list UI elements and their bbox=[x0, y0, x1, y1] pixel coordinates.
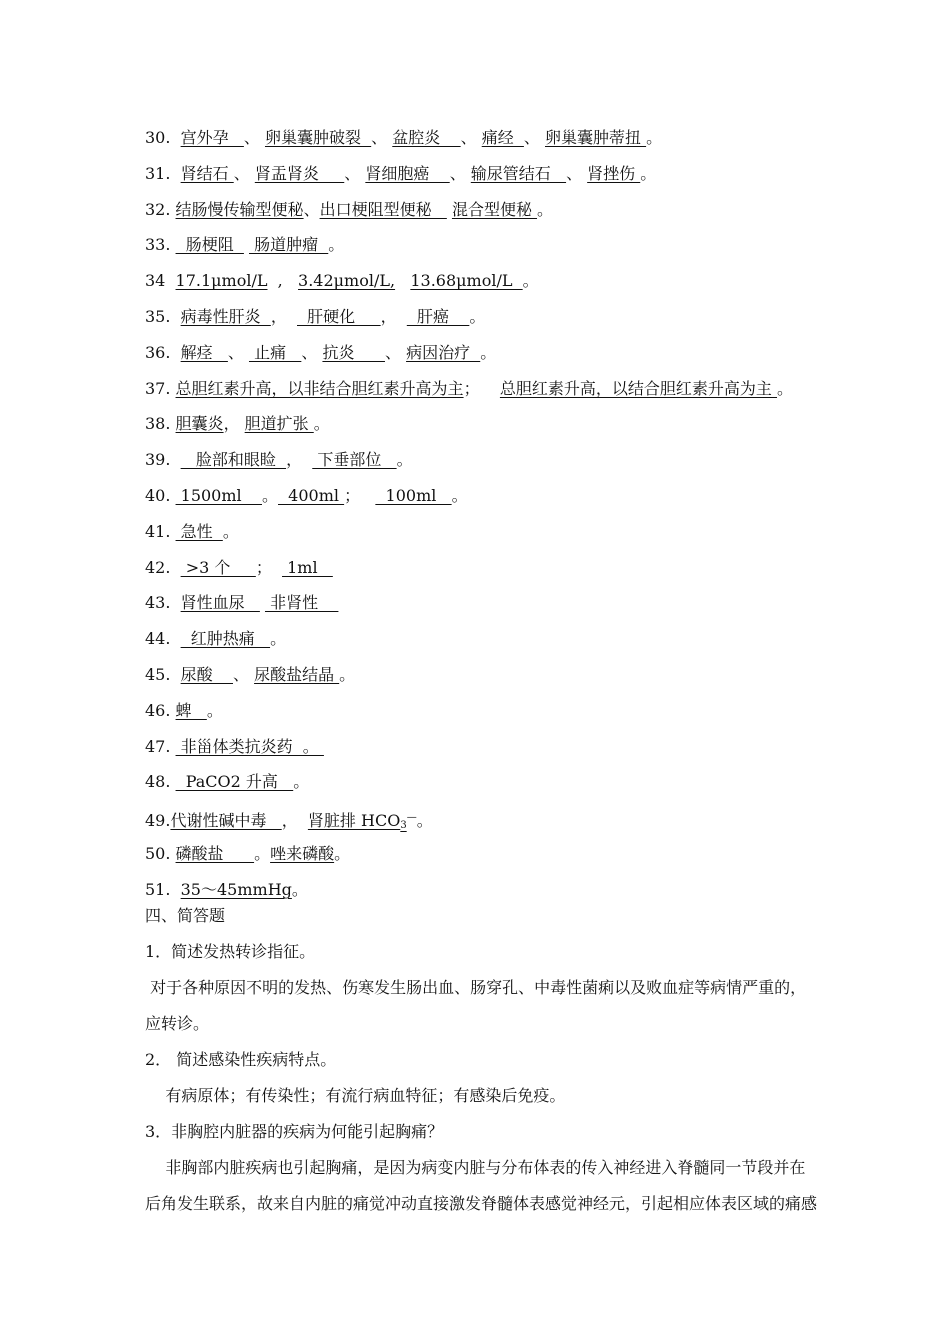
answer-blank: 病因治疗 bbox=[406, 343, 481, 362]
answer-blank: 100ml bbox=[375, 486, 452, 505]
answer-line bbox=[145, 808, 433, 836]
answer-text: 、 bbox=[344, 164, 366, 183]
answer-text: 。 bbox=[334, 844, 351, 863]
answer-blank: 肾细胞癌 bbox=[365, 164, 450, 183]
answer-line bbox=[145, 844, 350, 864]
answer-number: 33. bbox=[145, 235, 171, 254]
answer-1-line-1: 对于各种原因不明的发热、伤寒发生肠出血、肠穿孔、中毒性菌痢以及败血症等病情严重的， bbox=[145, 978, 807, 997]
answer-blank: 肝硬化 bbox=[297, 307, 381, 326]
answer-line bbox=[145, 343, 496, 363]
answer-text bbox=[170, 450, 180, 469]
answer-blank: 肾挫伤 bbox=[587, 164, 641, 183]
answer-blank: 肾结石 bbox=[180, 164, 234, 183]
answer-text bbox=[170, 307, 180, 326]
question-2: 2． 简述感染性疾病特点。 bbox=[145, 1050, 337, 1069]
answer-text: ， bbox=[286, 450, 313, 469]
answer-number: 40. bbox=[145, 486, 171, 505]
answer-text bbox=[395, 271, 410, 290]
answer-blank: 肾脏排 HCO bbox=[307, 811, 401, 830]
answer-blank: 肾盂肾炎 bbox=[254, 164, 345, 183]
answer-blank: 3.42μmol/L, bbox=[298, 271, 396, 290]
answer-line bbox=[145, 235, 344, 255]
answer-number: 39. bbox=[145, 450, 171, 469]
answer-text: 。 bbox=[339, 665, 356, 684]
answer-line bbox=[145, 629, 286, 649]
answer-text: 、 bbox=[566, 164, 588, 183]
answer-blank: 胆囊炎 bbox=[175, 414, 224, 433]
answer-line bbox=[145, 593, 338, 613]
answer-text: 。 bbox=[646, 128, 663, 147]
answer-text: 。 bbox=[313, 414, 330, 433]
answer-number: 31. bbox=[145, 164, 171, 183]
answer-blank: 胆道扩张 bbox=[244, 414, 314, 433]
answer-blank: 400ml bbox=[278, 486, 345, 505]
answer-number: 32. bbox=[145, 200, 171, 219]
answer-blank: 宫外孕 bbox=[180, 128, 244, 147]
answer-text bbox=[170, 164, 180, 183]
answer-blank: 总胆红素升高，以非结合胆红素升高为主 bbox=[175, 379, 464, 398]
answer-text: 。 bbox=[522, 271, 539, 290]
answer-3-line-1: 非胸部内脏疾病也引起胸痛，是因为病变内脏与分布体表的传入神经进入脊髓同一节段并在 bbox=[145, 1158, 806, 1177]
answer-blank: 结肠慢传输型便秘 bbox=[175, 200, 304, 219]
answer-blank: 解痉 bbox=[180, 343, 228, 362]
answer-line bbox=[145, 701, 223, 721]
answer-blank: >3 个 bbox=[180, 558, 256, 577]
answer-number: 35. bbox=[145, 307, 171, 326]
answer-line bbox=[145, 558, 333, 578]
answer-line bbox=[145, 665, 355, 685]
answer-blank: 混合型便秘 bbox=[451, 200, 538, 219]
answer-number: 47. bbox=[145, 737, 171, 756]
answer-number: 36. bbox=[145, 343, 171, 362]
answer-number: 46. bbox=[145, 701, 171, 720]
answer-blank: 输尿管结石 bbox=[470, 164, 567, 183]
answer-blank: 总胆红素升高，以结合胆红素升高为主 bbox=[499, 379, 778, 398]
answer-blank: 1500ml bbox=[175, 486, 262, 505]
answer-text: 、 bbox=[301, 343, 323, 362]
answer-blank: 卵巢囊肿破裂 bbox=[264, 128, 372, 147]
answer-line bbox=[145, 450, 413, 470]
answer-blank: 35～45mmHg bbox=[180, 880, 292, 899]
answer-text: 。 bbox=[777, 379, 794, 398]
answer-blank: PaCO2 升高 bbox=[175, 772, 294, 791]
answer-text: 、 bbox=[384, 343, 407, 362]
answer-number: 49. bbox=[145, 811, 171, 830]
answer-text: 、 bbox=[523, 128, 545, 147]
answer-blank: 尿酸盐结晶 bbox=[254, 665, 340, 684]
answer-text: ； bbox=[463, 379, 500, 398]
answer-blank: 卵巢囊肿蒂扭 bbox=[545, 128, 647, 147]
answer-blank: 磷酸盐 bbox=[175, 844, 255, 863]
answer-line bbox=[145, 486, 468, 506]
question-1: 1．简述发热转诊指征。 bbox=[145, 942, 316, 961]
answer-blank: 抗炎 bbox=[322, 343, 385, 362]
answer-number: 44. bbox=[145, 629, 171, 648]
answer-text: ， bbox=[223, 414, 245, 433]
answer-text: 。 bbox=[537, 200, 554, 219]
answer-blank: 痛经 bbox=[481, 128, 524, 147]
answer-text: 、 bbox=[243, 128, 265, 147]
answer-line bbox=[145, 772, 309, 792]
answer-text: 、 bbox=[232, 665, 255, 684]
answer-line bbox=[145, 307, 485, 327]
answer-text: 。 bbox=[328, 235, 345, 254]
answer-text: 。 bbox=[451, 486, 468, 505]
answer-text: 。 bbox=[270, 629, 287, 648]
answer-text bbox=[170, 665, 180, 684]
section-title: 四、简答题 bbox=[145, 906, 226, 925]
answer-blank: 蜱 bbox=[175, 701, 207, 720]
answer-text: 、 bbox=[449, 164, 471, 183]
answer-text: 。 bbox=[206, 701, 223, 720]
answer-number: 43. bbox=[145, 593, 171, 612]
answer-text: 。 bbox=[640, 164, 657, 183]
answer-blank: 肾性血尿 bbox=[180, 593, 260, 612]
answer-line bbox=[145, 737, 324, 757]
answer-text: 、 bbox=[460, 128, 482, 147]
answer-number: 37. bbox=[145, 379, 171, 398]
answer-text bbox=[170, 593, 180, 612]
answer-text: 。 bbox=[254, 844, 271, 863]
answer-blank: 脸部和眼睑 bbox=[180, 450, 287, 469]
answer-number: 38. bbox=[145, 414, 171, 433]
answer-number: 51. bbox=[145, 880, 171, 899]
answer-text: 、 bbox=[303, 200, 320, 219]
answer-line bbox=[145, 522, 239, 542]
answer-blank: 下垂部位 bbox=[312, 450, 397, 469]
answer-line bbox=[145, 414, 330, 434]
answer-text bbox=[170, 128, 180, 147]
answer-blank: 唑来磷酸 bbox=[270, 844, 335, 863]
answer-3-line-2: 后角发生联系，故来自内脏的痛觉冲动直接激发脊髓体表感觉神经元，引起相应体表区域的痛感 bbox=[145, 1194, 818, 1213]
answer-text: 、 bbox=[233, 164, 255, 183]
answer-text: 。 bbox=[222, 522, 239, 541]
answer-text: ， bbox=[281, 811, 308, 830]
answer-text: 、 bbox=[227, 343, 249, 362]
answer-line bbox=[145, 880, 308, 900]
answer-text bbox=[165, 271, 175, 290]
answer-text bbox=[170, 629, 180, 648]
question-3: 3．非胸腔内脏器的疾病为何能引起胸痛？ bbox=[145, 1122, 444, 1141]
answer-number: 48. bbox=[145, 772, 171, 791]
answer-text bbox=[170, 558, 180, 577]
answer-text: ， bbox=[270, 307, 297, 326]
answer-2: 有病原体；有传染性；有流行病血特征；有感染后免疫。 bbox=[145, 1086, 566, 1105]
answer-blank: 1ml bbox=[282, 558, 333, 577]
answer-blank: 病毒性肝炎 bbox=[180, 307, 271, 326]
answer-text: , bbox=[267, 271, 299, 290]
answer-number: 45. bbox=[145, 665, 171, 684]
answer-blank: 肝癌 bbox=[406, 307, 470, 326]
answer-blank: 尿酸 bbox=[180, 665, 233, 684]
answer-blank: 肠道肿瘤 bbox=[249, 235, 329, 254]
answer-blank: 止痛 bbox=[248, 343, 302, 362]
answer-text bbox=[170, 343, 180, 362]
answer-number: 30. bbox=[145, 128, 171, 147]
answer-1-line-2: 应转诊。 bbox=[145, 1014, 210, 1033]
answer-text: — bbox=[406, 812, 417, 823]
answer-number: 41. bbox=[145, 522, 171, 541]
answer-blank: 非甾体类抗炎药 。 bbox=[175, 737, 324, 756]
answer-text: ； bbox=[344, 486, 376, 505]
answer-blank: 13.68μmol/L bbox=[410, 271, 523, 290]
answer-line bbox=[145, 200, 553, 220]
answer-blank: 急性 bbox=[175, 522, 223, 541]
answer-text bbox=[170, 880, 180, 899]
answer-blank: 3 bbox=[400, 820, 407, 831]
answer-line bbox=[145, 379, 793, 399]
answer-line bbox=[145, 271, 539, 291]
answer-text: 、 bbox=[371, 128, 393, 147]
answer-text: ， bbox=[380, 307, 407, 326]
answer-blank: 盆腔炎 bbox=[392, 128, 461, 147]
answer-line bbox=[145, 164, 656, 184]
answer-text: 。 bbox=[396, 450, 413, 469]
answer-text: 。 bbox=[416, 811, 433, 830]
answer-text: 。 bbox=[480, 343, 497, 362]
answer-number: 34 bbox=[145, 271, 166, 290]
answer-text: 。 bbox=[261, 486, 278, 505]
answer-text: 。 bbox=[291, 880, 308, 899]
answer-line bbox=[145, 128, 662, 148]
answer-blank: 17.1μmol/L bbox=[175, 271, 268, 290]
answer-text: ； bbox=[255, 558, 283, 577]
answer-text: 。 bbox=[469, 307, 486, 326]
answer-text: 。 bbox=[293, 772, 310, 791]
answer-blank: 肠梗阻 bbox=[175, 235, 244, 254]
answer-blank: 红肿热痛 bbox=[180, 629, 271, 648]
answer-blank: 出口梗阻型便秘 bbox=[319, 200, 447, 219]
answer-blank: 代谢性碱中毒 bbox=[170, 811, 282, 830]
answer-number: 42. bbox=[145, 558, 171, 577]
answer-blank: 非肾性 bbox=[264, 593, 339, 612]
answer-number: 50. bbox=[145, 844, 171, 863]
